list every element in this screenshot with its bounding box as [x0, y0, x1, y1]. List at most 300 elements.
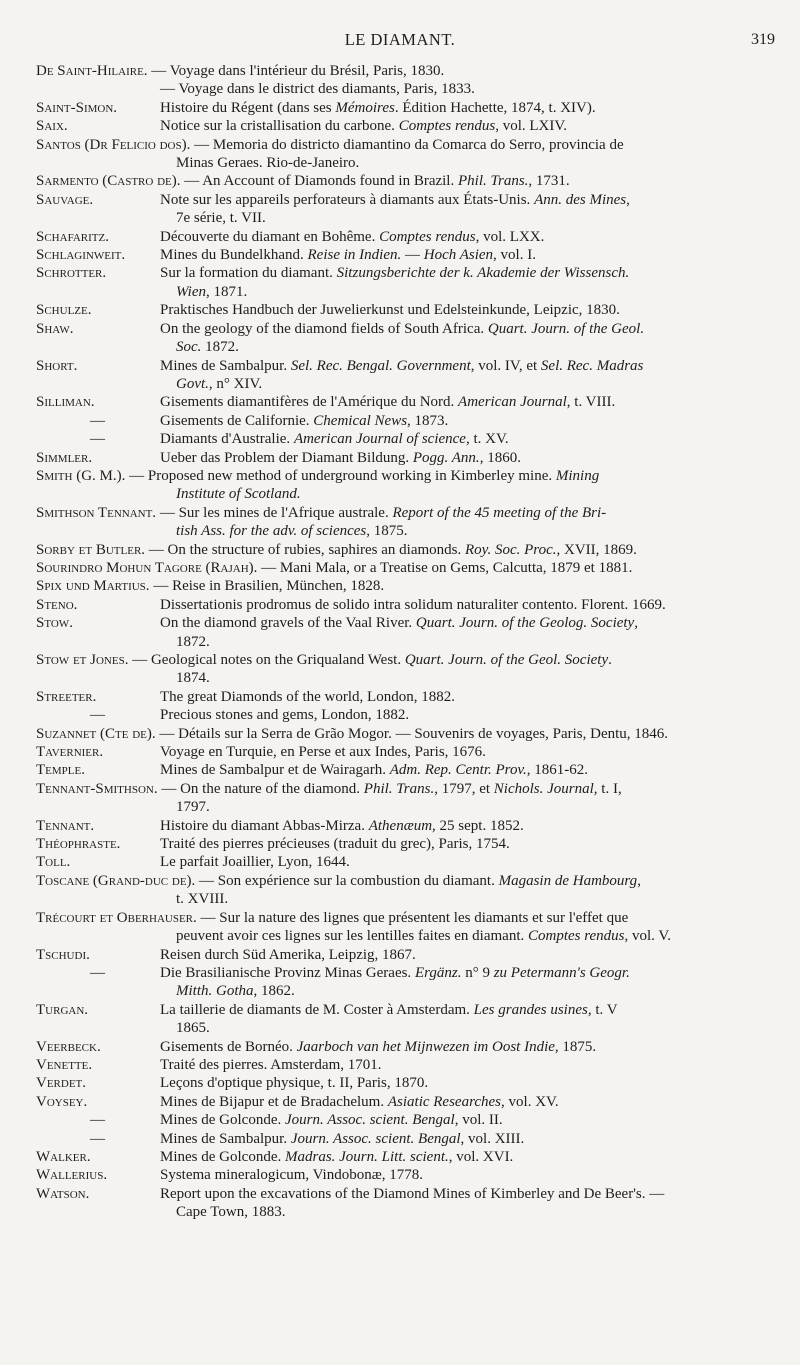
bibliography-entry: [36, 835, 776, 853]
entry-line: [160, 264, 776, 282]
work-title: Pogg. Ann.: [412, 449, 480, 466]
entry-text: — Voyage dans l'intérieur du Brésil, Paris, 1830.: [147, 63, 445, 79]
entry-works: [160, 99, 776, 117]
work-title: Institute of Scotland.: [176, 486, 301, 503]
entry-text: On the diamond gravels of the Vaal River.: [160, 615, 416, 632]
entry-text: 7e série, t. VII.: [176, 210, 266, 227]
entry-works: [160, 596, 776, 614]
entry-works: [160, 264, 776, 301]
entry-text: , vol. XVI.: [448, 1148, 514, 1165]
bibliography-entry: [36, 172, 776, 190]
entry-line: [36, 651, 776, 669]
entry-works: [160, 761, 776, 779]
entry-line: [36, 780, 776, 798]
work-title: Mining: [555, 467, 600, 484]
bibliography-entry: [36, 651, 776, 688]
entry-author: Smithson Tennant.: [36, 504, 157, 521]
entry-author: Veerbeck.: [36, 1038, 101, 1055]
entry-works: [160, 964, 776, 1001]
bibliography-entry: [36, 301, 776, 319]
entry-text: . Édition Hachette, 1874, t. XIV).: [394, 99, 596, 116]
entry-text: Mines du Bundelkhand.: [160, 247, 308, 264]
entry-author: Toll.: [36, 854, 71, 871]
entry-works: [160, 835, 776, 853]
entry-text: , t. V: [587, 1001, 618, 1018]
bibliography-entry: [36, 136, 776, 173]
entry-line: [160, 338, 776, 356]
entry-text: 1872.: [176, 633, 210, 650]
entry-line: [36, 485, 776, 503]
entry-works: [160, 1111, 776, 1129]
entry-text: , 1797, et: [434, 780, 494, 797]
entry-author: Voysey.: [36, 1093, 88, 1110]
entry-line: [160, 835, 776, 853]
entry-text: Sur la formation du diamant.: [160, 265, 337, 282]
entry-text: — Geological notes on the Griqualand West.: [128, 652, 405, 668]
bibliography-entry: [36, 853, 776, 871]
entry-works: [160, 449, 776, 467]
entry-text: , n° XIV.: [208, 375, 263, 392]
entry-works: [160, 1056, 776, 1074]
entry-line: [36, 798, 776, 816]
entry-text: , 1861-62.: [526, 762, 589, 779]
entry-line: [36, 559, 776, 577]
entry-text: — Détails sur la Serra de Grão Mogor. — Souvenirs de voyages, Paris, Dentu, 1846.: [155, 725, 669, 742]
work-title: Wien: [176, 283, 206, 300]
entry-line: [160, 449, 776, 467]
entry-author: Tennant-Smithson.: [36, 780, 158, 797]
entry-line: [36, 467, 776, 485]
work-title: Nichols. Journal: [493, 780, 594, 797]
entry-author: Schrotter.: [36, 265, 107, 282]
entry-works: [160, 228, 776, 246]
entry-line: [160, 964, 776, 982]
entry-line: [160, 393, 776, 411]
entry-line: [160, 817, 776, 835]
entry-author: Wallerius.: [36, 1167, 108, 1184]
entry-author: Spix und Martius.: [36, 578, 150, 595]
bibliography-entry: [36, 577, 776, 595]
entry-text: , 25 sept. 1852.: [432, 817, 524, 834]
bibliography-entry: [36, 264, 776, 301]
entry-works: [160, 430, 776, 448]
bibliography-entry: [36, 743, 776, 761]
entry-line: [160, 1203, 776, 1221]
work-title: Chemical News: [313, 412, 408, 429]
entry-line: [160, 1056, 776, 1074]
entry-text: Reisen durch Süd Amerika, Leipzig, 1867.: [160, 946, 416, 963]
work-title: Phil. Trans.: [363, 780, 435, 797]
entry-line: [160, 1166, 776, 1184]
entry-line: [160, 1074, 776, 1092]
entry-text: Leçons d'optique physique, t. II, Paris, 1870.: [160, 1075, 429, 1092]
work-title: Ergänz.: [414, 964, 462, 981]
bibliography-entry: [36, 449, 776, 467]
bibliography-entry: [36, 1166, 776, 1184]
entry-text: Mines de Sambalpur.: [160, 1130, 291, 1147]
work-title: Comptes rendus: [379, 228, 476, 245]
entry-line: [160, 412, 776, 430]
entry-author: Venette.: [36, 1056, 93, 1073]
work-title: Madras. Journ. Litt. scient.: [284, 1148, 449, 1165]
entry-text: Gisements de Californie.: [160, 412, 314, 429]
entry-line: [160, 375, 776, 393]
entry-text: Notice sur la cristallisation du carbone.: [160, 118, 399, 135]
entry-author: Toscane (Grand-duc de).: [36, 872, 196, 889]
entry-line: [160, 614, 776, 632]
entry-works: [160, 1001, 776, 1038]
entry-author: Santos (Dr Felicio dos).: [36, 136, 191, 153]
bibliography-entry: [36, 1001, 776, 1038]
entry-author: —: [90, 707, 105, 724]
bibliography-entry: [36, 964, 776, 1001]
entry-line: [36, 541, 776, 559]
entry-author: Walker.: [36, 1148, 91, 1165]
entry-text: Report upon the excavations of the Diamond Mines of Kimberley and De Beer's. —: [160, 1185, 665, 1202]
entry-text: — On the nature of the diamond.: [157, 780, 364, 797]
entry-line: [36, 80, 776, 98]
entry-author: Trécourt et Oberhauser.: [36, 909, 197, 926]
entry-text: — Proposed new method of underground working in Kimberley mine.: [125, 467, 556, 484]
entry-text: peuvent avoir ces lignes sur les lentilles faites en diamant.: [176, 928, 528, 945]
entry-author: —: [90, 412, 105, 429]
entry-line: [36, 890, 776, 908]
entry-author: Stow et Jones.: [36, 652, 129, 668]
entry-text: Mines de Bijapur et de Bradachelum.: [160, 1093, 388, 1110]
entry-text: , vol. IV, et: [470, 357, 541, 374]
work-title: Report of the 45 meeting of the Bri-: [392, 504, 607, 521]
entry-line: [36, 522, 776, 540]
entry-line: [160, 99, 776, 117]
entry-line: [36, 504, 776, 522]
entry-author: Smith (G. M.).: [36, 467, 126, 484]
entry-author: Sorby et Butler.: [36, 541, 146, 558]
bibliography-entry: [36, 1130, 776, 1148]
entry-text: , vol. XIII.: [460, 1130, 525, 1147]
entry-text: ,: [637, 872, 641, 889]
entry-author: Silliman.: [36, 394, 95, 411]
entry-works: [160, 357, 776, 394]
entry-author: Suzannet (Cte de).: [36, 725, 156, 742]
entry-line: [160, 301, 776, 319]
bibliography-entry: [36, 320, 776, 357]
entry-line: [160, 228, 776, 246]
work-title: Jaarboch van het Mijnwezen im Oost Indie: [296, 1038, 555, 1055]
entry-text: Cape Town, 1883.: [176, 1204, 286, 1221]
entry-line: [36, 872, 776, 890]
entry-author: Turgan.: [36, 1001, 89, 1018]
entry-text: Histoire du diamant Abbas-Mirza.: [160, 817, 369, 834]
bibliography-entry: [36, 559, 776, 577]
entry-text: On the geology of the diamond fields of South Africa.: [160, 320, 488, 337]
work-title: Quart. Journ. of the Geolog. Society: [415, 615, 635, 632]
bibliography-entry: [36, 946, 776, 964]
work-title: American Journal of science: [293, 431, 466, 448]
bibliography-entry: [36, 504, 776, 541]
entry-works: [160, 706, 776, 724]
bibliography-entry: [36, 357, 776, 394]
entry-works: [160, 1148, 776, 1166]
entry-author: —: [90, 1130, 105, 1147]
work-title: Hoch Asien: [423, 247, 494, 264]
entry-text: Voyage en Turquie, en Perse et aux Indes, Paris, 1676.: [160, 744, 486, 761]
entry-works: [160, 946, 776, 964]
entry-author: De Saint-Hilaire.: [36, 63, 148, 79]
entry-text: Mines de Sambalpur.: [160, 357, 291, 374]
entry-text: — On the structure of rubies, saphires an diamonds.: [145, 541, 465, 558]
entry-text: — Reise in Brasilien, München, 1828.: [149, 578, 385, 595]
work-title: Journ. Assoc. scient. Bengal: [284, 1112, 455, 1129]
entry-works: [160, 412, 776, 430]
entry-line: [36, 927, 776, 945]
work-title: Soc.: [176, 339, 202, 356]
running-header: [0, 30, 800, 52]
entry-text: , 1860.: [479, 449, 521, 466]
entry-text: , t. XV.: [465, 431, 509, 448]
entry-text: Systema mineralogicum, Vindobonæ, 1778.: [160, 1167, 423, 1184]
bibliography-entry: [36, 596, 776, 614]
entry-text: n° 9: [461, 964, 494, 981]
entry-text: Precious stones and gems, London, 1882.: [160, 707, 410, 724]
entry-line: [160, 117, 776, 135]
entry-author: Schafaritz.: [36, 228, 110, 245]
entry-text: Minas Geraes. Rio-de-Janeiro.: [176, 155, 360, 172]
work-title: Adm. Rep. Centr. Prov.: [389, 762, 527, 779]
entry-line: [160, 283, 776, 301]
entry-text: , 1873.: [407, 412, 449, 429]
entry-author: Sarmento (Castro de).: [36, 173, 181, 190]
bibliography-entry: [36, 1148, 776, 1166]
entry-works: [160, 1130, 776, 1148]
entry-line: [160, 1148, 776, 1166]
entry-line: [36, 172, 776, 190]
bibliography-entry: [36, 430, 776, 448]
bibliography-list: [36, 62, 776, 1222]
work-title: Quart. Journ. of the Geol. Society: [404, 652, 609, 668]
bibliography-entry: [36, 393, 776, 411]
bibliography-entry: [36, 1111, 776, 1129]
entry-text: , vol. V.: [624, 928, 672, 945]
entry-line: [160, 946, 776, 964]
bibliography-entry: [36, 412, 776, 430]
entry-line: [36, 577, 776, 595]
entry-text: — An Account of Diamonds found in Brazil.: [180, 173, 458, 190]
entry-author: Schlaginweit.: [36, 247, 126, 264]
entry-author: Schulze.: [36, 302, 92, 319]
work-title: Phil. Trans.: [457, 173, 529, 190]
work-title: Roy. Soc. Proc.: [464, 541, 557, 558]
entry-line: [160, 688, 776, 706]
work-title: Athenæum: [368, 817, 433, 834]
bibliography-entry: [36, 62, 776, 99]
entry-author: Sauvage.: [36, 191, 94, 208]
entry-text: Traité des pierres précieuses (traduit du grec), Paris, 1754.: [160, 836, 510, 853]
entry-text: —: [401, 247, 424, 264]
bibliography-entry: [36, 706, 776, 724]
entry-text: ,: [634, 615, 638, 632]
entry-author: Simmler.: [36, 449, 93, 466]
entry-author: Tavernier.: [36, 744, 104, 761]
bibliography-entry: [36, 246, 776, 264]
entry-line: [160, 357, 776, 375]
entry-works: [160, 117, 776, 135]
entry-text: 1865.: [176, 1020, 210, 1037]
entry-works: [160, 246, 776, 264]
entry-author: Tschudi.: [36, 946, 90, 963]
entry-line: [36, 725, 776, 743]
entry-text: Die Brasilianische Provinz Minas Geraes.: [160, 964, 415, 981]
bibliography-entry: [36, 1074, 776, 1092]
entry-author: Théophraste.: [36, 836, 121, 853]
page-number: 319: [751, 31, 775, 48]
entry-author: —: [90, 431, 105, 448]
entry-author: —: [90, 1112, 105, 1129]
entry-author: Tennant.: [36, 817, 95, 834]
entry-line: [160, 209, 776, 227]
entry-line: [160, 1038, 776, 1056]
entry-works: [160, 614, 776, 651]
entry-text: , XVII, 1869.: [556, 541, 637, 558]
entry-text: ,: [626, 191, 630, 208]
entry-text: — Memoria do districto diamantino da Comarca do Serro, provincia de: [190, 136, 624, 153]
entry-text: , 1871.: [206, 283, 248, 300]
work-title: Quart. Journ. of the Geol.: [487, 320, 645, 337]
entry-text: , 1862.: [253, 983, 295, 1000]
entry-author: —: [90, 964, 105, 981]
work-title: Asiatic Researches: [387, 1093, 502, 1110]
entry-author: Saix.: [36, 118, 68, 135]
entry-works: [160, 743, 776, 761]
entry-text: Dissertationis prodromus de solido intra solidum naturaliter contento. Florent. 1669.: [160, 596, 666, 613]
work-title: Sitzungsberichte der k. Akademie der Wissensch.: [336, 265, 630, 282]
entry-works: [160, 817, 776, 835]
entry-text: The great Diamonds of the world, London, 1882.: [160, 688, 455, 705]
entry-line: [36, 62, 776, 80]
work-title: Les grandes usines: [473, 1001, 588, 1018]
entry-line: [160, 1001, 776, 1019]
entry-text: , vol. LXIV.: [495, 118, 568, 135]
entry-works: [160, 1185, 776, 1222]
entry-line: [160, 1111, 776, 1129]
work-title: Journ. Assoc. scient. Bengal: [290, 1130, 461, 1147]
entry-text: Mines de Golconde.: [160, 1112, 285, 1129]
entry-works: [160, 301, 776, 319]
bibliography-entry: [36, 1185, 776, 1222]
bibliography-entry: [36, 1038, 776, 1056]
entry-text: Gisements de Bornéo.: [160, 1038, 297, 1055]
entry-line: [160, 982, 776, 1000]
entry-line: [160, 596, 776, 614]
entry-text: , vol. I.: [493, 247, 536, 264]
work-title: Sel. Rec. Madras: [540, 357, 644, 374]
bibliography-entry: [36, 541, 776, 559]
entry-works: [160, 320, 776, 357]
work-title: Reise in Indien.: [307, 247, 402, 264]
bibliography-entry: [36, 688, 776, 706]
entry-text: , 1875.: [554, 1038, 597, 1055]
work-title: Ann. des Mines: [534, 191, 627, 208]
entry-line: [36, 909, 776, 927]
entry-line: [160, 1019, 776, 1037]
entry-text: Diamants d'Australie.: [160, 431, 294, 448]
entry-text: , t. VIII.: [566, 394, 616, 411]
entry-text: , vol. XV.: [501, 1093, 559, 1110]
entry-text: La taillerie de diamants de M. Coster à Amsterdam.: [160, 1001, 474, 1018]
entry-author: Shaw.: [36, 320, 74, 337]
entry-works: [160, 1166, 776, 1184]
bibliography-entry: [36, 467, 776, 504]
entry-text: Histoire du Régent (dans ses: [160, 99, 336, 116]
entry-line: [160, 191, 776, 209]
entry-text: 1874.: [176, 670, 210, 687]
entry-line: [160, 761, 776, 779]
bibliography-entry: [36, 780, 776, 817]
entry-text: — Sur les mines de l'Afrique australe.: [156, 504, 393, 521]
entry-text: Ueber das Problem der Diamant Bildung.: [160, 449, 413, 466]
work-title: tish Ass. for the adv. of sciences: [176, 523, 367, 540]
entry-line: [160, 1130, 776, 1148]
work-title: Magasin de Hambourg: [498, 872, 638, 889]
bibliography-entry: [36, 228, 776, 246]
entry-line: [160, 320, 776, 338]
bibliography-entry: [36, 117, 776, 135]
entry-text: Note sur les appareils perforateurs à diamants aux États-Unis.: [160, 191, 535, 208]
entry-text: — Son expérience sur la combustion du diamant.: [195, 872, 499, 889]
entry-works: [160, 853, 776, 871]
entry-text: Traité des pierres. Amsterdam, 1701.: [160, 1056, 382, 1073]
entry-line: [160, 1185, 776, 1203]
bibliography-entry: [36, 191, 776, 228]
entry-author: Sourindro Mohun Tagore (Rajah).: [36, 559, 258, 576]
bibliography-entry: [36, 725, 776, 743]
entry-works: [160, 393, 776, 411]
entry-text: , 1875.: [366, 523, 408, 540]
entry-text: , t. I,: [593, 780, 622, 797]
entry-author: Stow.: [36, 615, 73, 632]
work-title: Mémoires: [335, 99, 395, 116]
entry-line: [160, 246, 776, 264]
entry-author: Verdet.: [36, 1075, 87, 1092]
entry-line: [160, 633, 776, 651]
bibliography-entry: [36, 817, 776, 835]
bibliography-entry: [36, 1056, 776, 1074]
bibliography-entry: [36, 909, 776, 946]
entry-line: [36, 136, 776, 154]
entry-author: Temple.: [36, 762, 85, 779]
entry-line: [36, 154, 776, 172]
entry-line: [36, 669, 776, 687]
entry-line: [160, 1093, 776, 1111]
entry-text: 1797.: [176, 799, 210, 816]
entry-text: Mines de Golconde.: [160, 1148, 285, 1165]
entry-line: [160, 706, 776, 724]
entry-line: [160, 743, 776, 761]
entry-text: , vol. LXX.: [475, 228, 545, 245]
work-title: Comptes rendus: [398, 118, 496, 135]
entry-works: [160, 1093, 776, 1111]
entry-text: Gisements diamantifères de l'Amérique du Nord.: [160, 394, 459, 411]
entry-works: [160, 1038, 776, 1056]
entry-text: — Mani Mala, or a Treatise on Gems, Calcutta, 1879 et 1881.: [257, 559, 633, 576]
entry-text: Découverte du diamant en Bohême.: [160, 228, 380, 245]
bibliography-entry: [36, 1093, 776, 1111]
work-title: Govt.: [176, 375, 209, 392]
bibliography-entry: [36, 614, 776, 651]
entry-text: Mines de Sambalpur et de Wairagarh.: [160, 762, 390, 779]
entry-text: — Voyage dans le district des diamants, Paris, 1833.: [160, 81, 475, 98]
work-title: American Journal: [458, 394, 567, 411]
entry-author: Short.: [36, 357, 78, 374]
